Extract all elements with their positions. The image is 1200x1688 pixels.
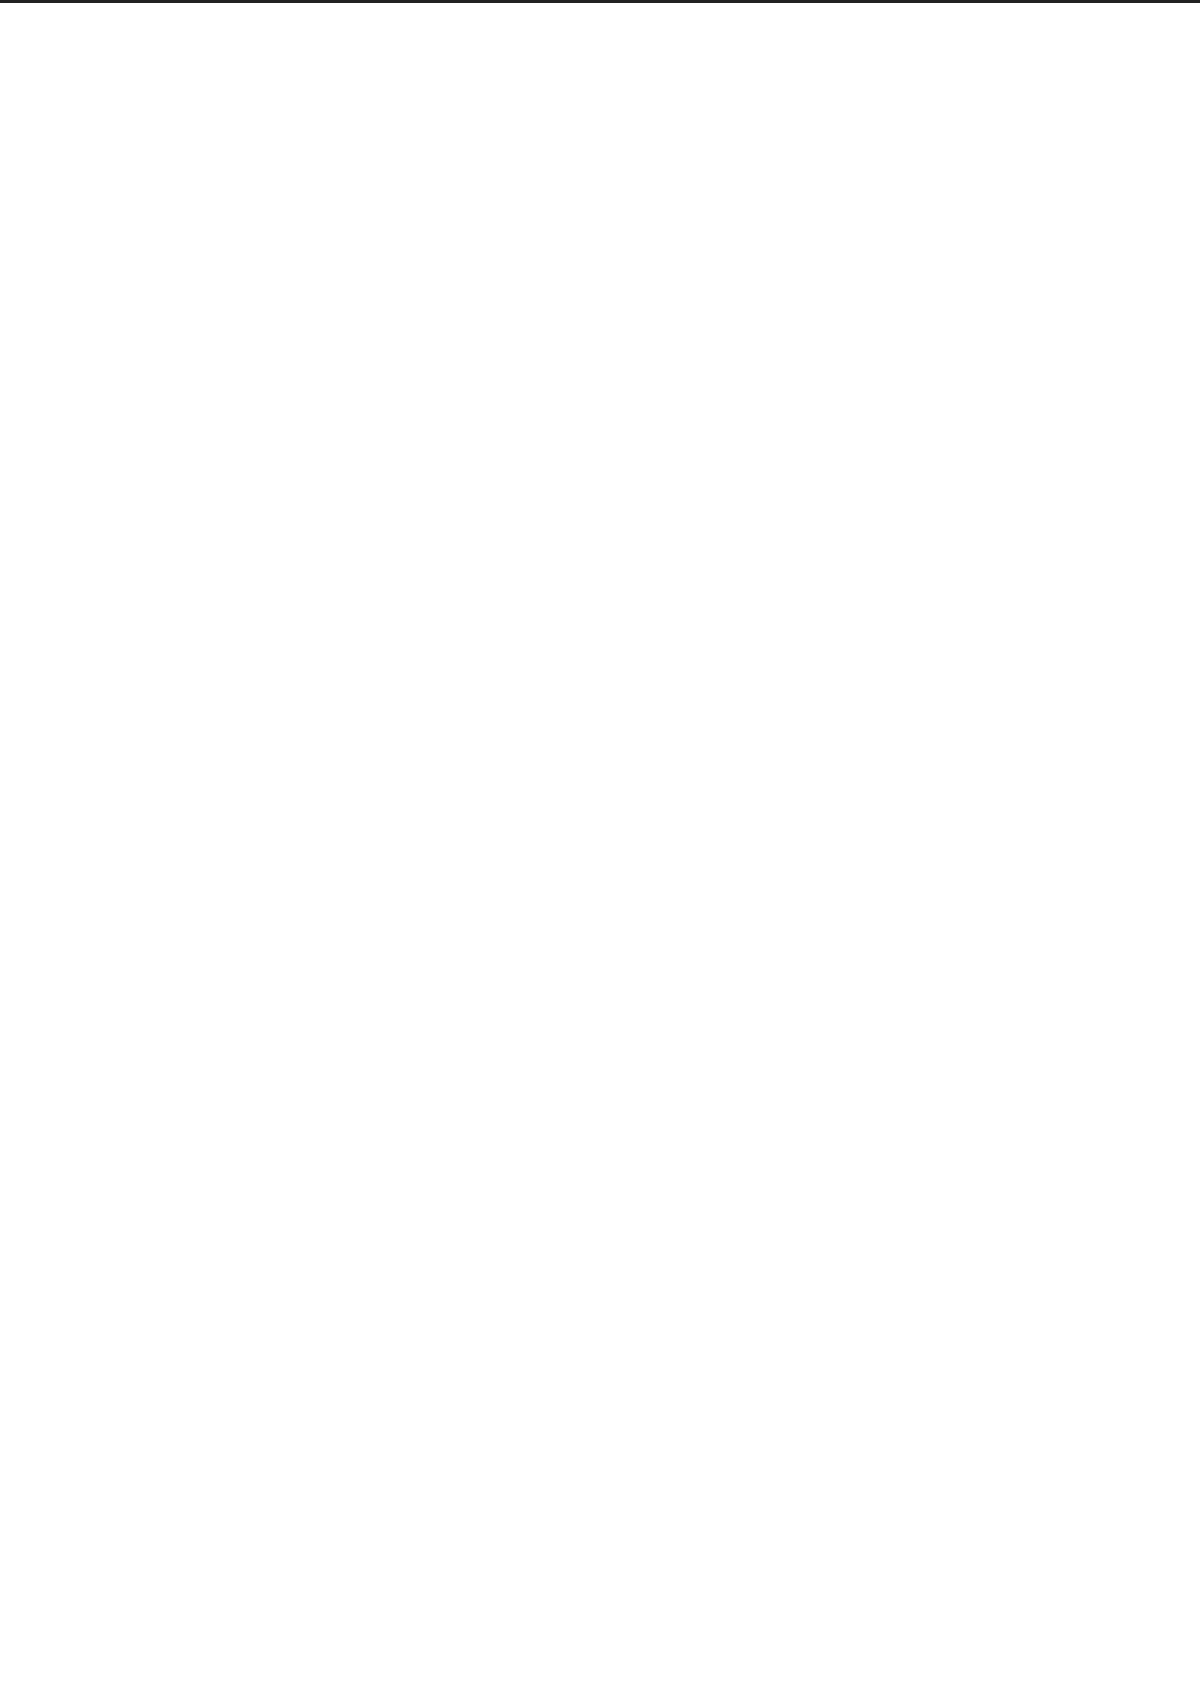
- page-top-border: [0, 0, 1200, 3]
